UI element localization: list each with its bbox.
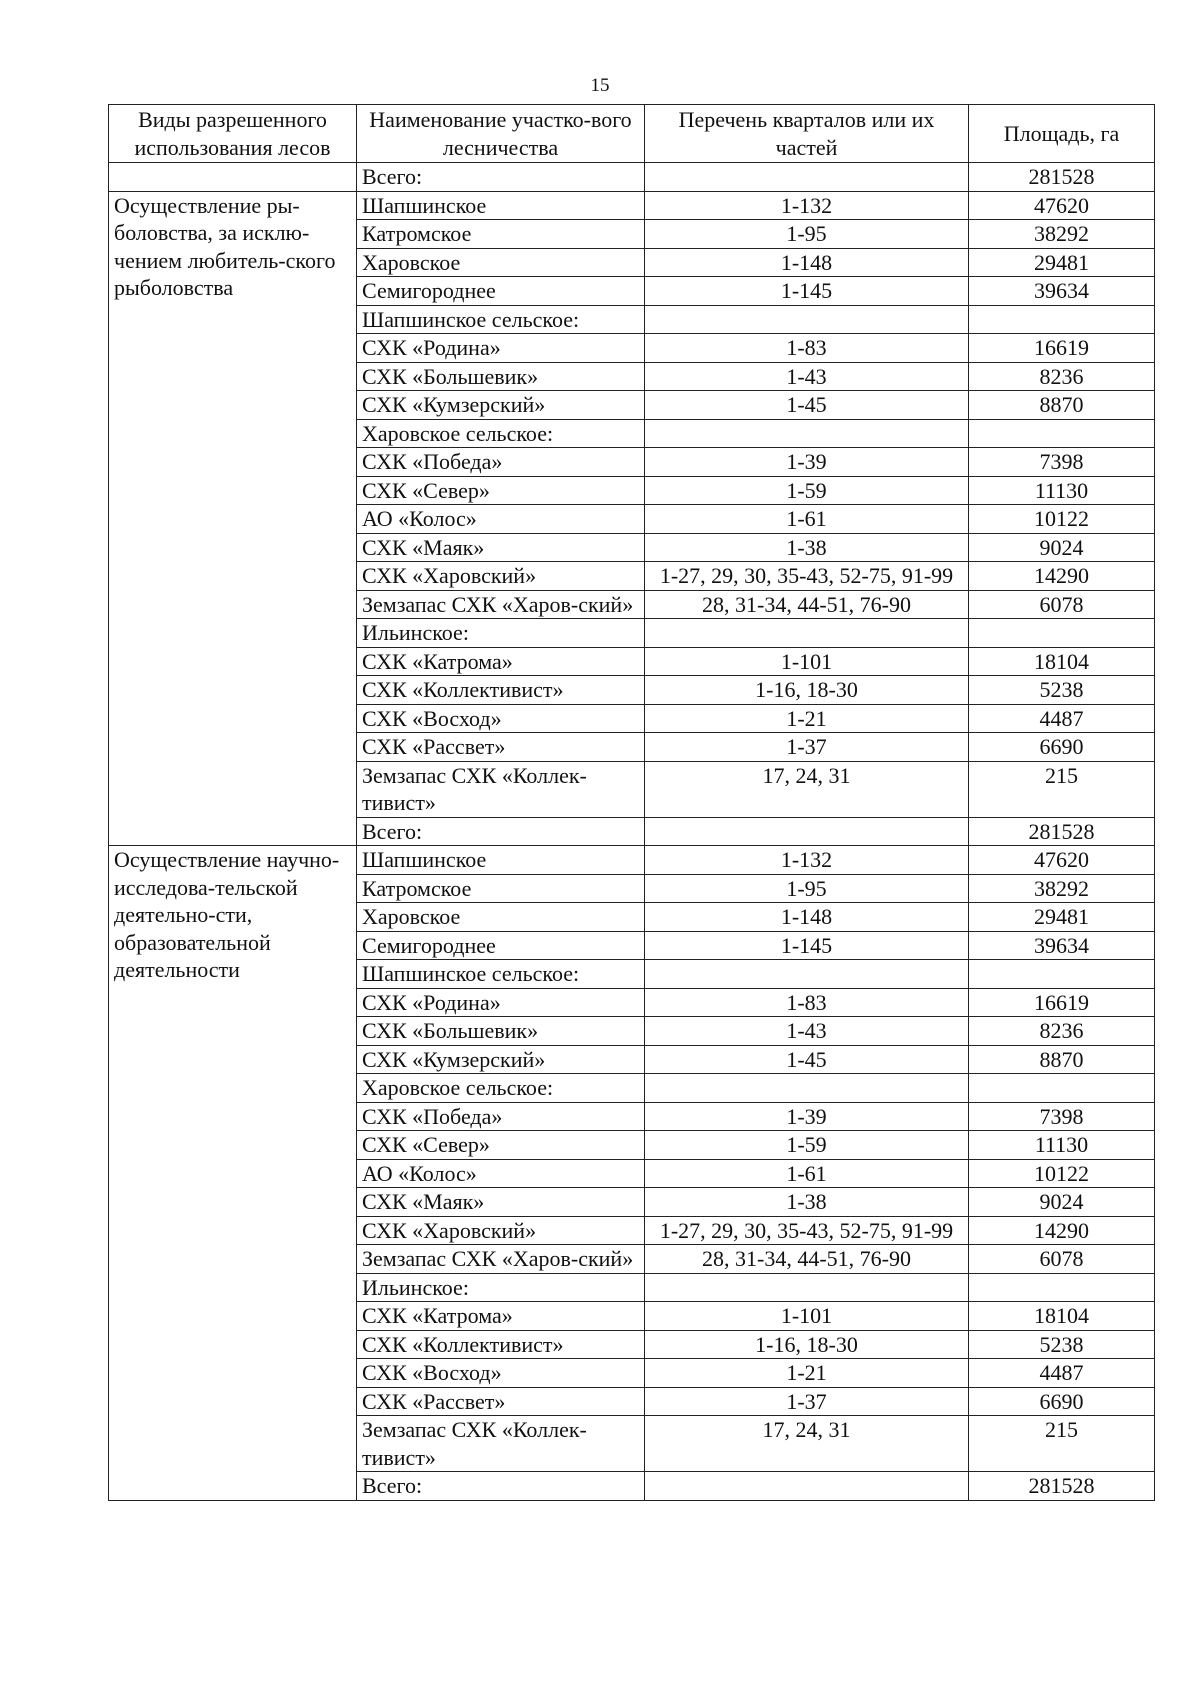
district-name-cell: Земзапас СХК «Коллек-тивист» xyxy=(357,1416,645,1472)
header-row xyxy=(109,105,1155,163)
district-name-cell: Всего: xyxy=(357,817,645,846)
district-name-cell: СХК «Харовский» xyxy=(357,562,645,591)
quarters-cell xyxy=(645,1472,969,1501)
district-name-cell: СХК «Кумзерский» xyxy=(357,1045,645,1074)
area-cell: 39634 xyxy=(969,931,1155,960)
district-name-cell: СХК «Кумзерский» xyxy=(357,391,645,420)
quarters-cell xyxy=(645,419,969,448)
quarters-cell: 1-132 xyxy=(645,191,969,220)
area-cell: 10122 xyxy=(969,505,1155,534)
area-cell: 11130 xyxy=(969,1131,1155,1160)
district-name-cell: Харовское сельское: xyxy=(357,419,645,448)
district-name-cell: СХК «Рассвет» xyxy=(357,1387,645,1416)
quarters-cell: 1-61 xyxy=(645,1159,969,1188)
district-name-cell: СХК «Маяк» xyxy=(357,533,645,562)
district-name-cell: СХК «Катрома» xyxy=(357,1302,645,1331)
area-cell: 215 xyxy=(969,1416,1155,1472)
area-cell: 7398 xyxy=(969,448,1155,477)
district-name-cell: СХК «Победа» xyxy=(357,1102,645,1131)
district-name-cell: Шапшинское xyxy=(357,846,645,875)
area-cell: 7398 xyxy=(969,1102,1155,1131)
area-cell: 14290 xyxy=(969,562,1155,591)
area-cell: 39634 xyxy=(969,277,1155,306)
quarters-cell: 1-83 xyxy=(645,334,969,363)
district-name-cell: Всего: xyxy=(357,1472,645,1501)
quarters-cell xyxy=(645,817,969,846)
top-total-label: Всего: xyxy=(357,163,645,192)
district-name-cell: СХК «Восход» xyxy=(357,704,645,733)
area-cell: 47620 xyxy=(969,191,1155,220)
header-quarters: Перечень кварталов или их частей xyxy=(645,105,969,163)
area-cell: 29481 xyxy=(969,248,1155,277)
quarters-cell: 1-21 xyxy=(645,704,969,733)
quarters-cell: 17, 24, 31 xyxy=(645,1416,969,1472)
district-name-cell: Катромское xyxy=(357,220,645,249)
area-cell: 47620 xyxy=(969,846,1155,875)
district-name-cell: СХК «Харовский» xyxy=(357,1216,645,1245)
quarters-cell: 1-83 xyxy=(645,988,969,1017)
area-cell: 9024 xyxy=(969,1188,1155,1217)
district-name-cell: СХК «Восход» xyxy=(357,1359,645,1388)
quarters-cell: 1-59 xyxy=(645,476,969,505)
use-type-cell: Осуществление ры-боловства, за исклю-чением любитель-ского рыболовства xyxy=(109,191,357,846)
quarters-cell: 1-95 xyxy=(645,874,969,903)
area-cell: 8236 xyxy=(969,362,1155,391)
quarters-cell: 1-95 xyxy=(645,220,969,249)
district-name-cell: Земзапас СХК «Харов-ский» xyxy=(357,1245,645,1274)
quarters-cell: 1-21 xyxy=(645,1359,969,1388)
quarters-cell xyxy=(645,960,969,989)
table-row xyxy=(109,846,1155,875)
district-name-cell: Земзапас СХК «Коллек-тивист» xyxy=(357,761,645,817)
quarters-cell: 17, 24, 31 xyxy=(645,761,969,817)
area-cell: 16619 xyxy=(969,988,1155,1017)
district-name-cell: Харовское xyxy=(357,903,645,932)
district-name-cell: АО «Колос» xyxy=(357,505,645,534)
quarters-cell xyxy=(645,305,969,334)
quarters-cell: 1-39 xyxy=(645,1102,969,1131)
use-type-cell: Осуществление научно-исследова-тельской деятельно-сти, образовательной деятельности xyxy=(109,846,357,1501)
area-cell: 18104 xyxy=(969,647,1155,676)
table-row xyxy=(109,191,1155,220)
quarters-cell: 1-43 xyxy=(645,1017,969,1046)
area-cell xyxy=(969,419,1155,448)
area-cell: 6078 xyxy=(969,1245,1155,1274)
district-name-cell: СХК «Победа» xyxy=(357,448,645,477)
quarters-cell xyxy=(645,619,969,648)
top-total-area: 281528 xyxy=(969,163,1155,192)
quarters-cell: 1-148 xyxy=(645,903,969,932)
district-name-cell: Семигороднее xyxy=(357,277,645,306)
area-cell: 38292 xyxy=(969,220,1155,249)
quarters-cell: 1-38 xyxy=(645,533,969,562)
area-cell: 18104 xyxy=(969,1302,1155,1331)
district-name-cell: Ильинское: xyxy=(357,619,645,648)
district-name-cell: АО «Колос» xyxy=(357,1159,645,1188)
area-cell: 4487 xyxy=(969,704,1155,733)
quarters-cell: 1-37 xyxy=(645,733,969,762)
area-cell: 8236 xyxy=(969,1017,1155,1046)
area-cell xyxy=(969,960,1155,989)
district-name-cell: СХК «Север» xyxy=(357,1131,645,1160)
quarters-cell: 1-132 xyxy=(645,846,969,875)
page-number: 15 xyxy=(590,75,610,96)
district-name-cell: СХК «Родина» xyxy=(357,988,645,1017)
quarters-cell: 1-27, 29, 30, 35-43, 52-75, 91-99 xyxy=(645,562,969,591)
area-cell: 9024 xyxy=(969,533,1155,562)
quarters-cell: 1-145 xyxy=(645,931,969,960)
district-name-cell: СХК «Большевик» xyxy=(357,362,645,391)
quarters-cell: 1-38 xyxy=(645,1188,969,1217)
area-cell: 6690 xyxy=(969,733,1155,762)
area-cell: 38292 xyxy=(969,874,1155,903)
area-cell: 11130 xyxy=(969,476,1155,505)
district-name-cell: СХК «Катрома» xyxy=(357,647,645,676)
area-cell: 8870 xyxy=(969,1045,1155,1074)
quarters-cell: 1-101 xyxy=(645,1302,969,1331)
district-name-cell: Шапшинское xyxy=(357,191,645,220)
district-name-cell: СХК «Север» xyxy=(357,476,645,505)
district-name-cell: СХК «Большевик» xyxy=(357,1017,645,1046)
area-cell: 5238 xyxy=(969,676,1155,705)
quarters-cell: 1-101 xyxy=(645,647,969,676)
quarters-cell: 1-59 xyxy=(645,1131,969,1160)
area-cell: 14290 xyxy=(969,1216,1155,1245)
quarters-cell: 1-37 xyxy=(645,1387,969,1416)
quarters-cell: 1-43 xyxy=(645,362,969,391)
area-cell: 16619 xyxy=(969,334,1155,363)
district-name-cell: Шапшинское сельское: xyxy=(357,305,645,334)
area-cell: 6078 xyxy=(969,590,1155,619)
area-cell xyxy=(969,619,1155,648)
district-name-cell: СХК «Рассвет» xyxy=(357,733,645,762)
district-name-cell: СХК «Родина» xyxy=(357,334,645,363)
quarters-cell: 28, 31-34, 44-51, 76-90 xyxy=(645,1245,969,1274)
district-name-cell: СХК «Коллективист» xyxy=(357,1330,645,1359)
district-name-cell: СХК «Маяк» xyxy=(357,1188,645,1217)
quarters-cell: 1-61 xyxy=(645,505,969,534)
quarters-cell: 28, 31-34, 44-51, 76-90 xyxy=(645,590,969,619)
area-cell: 6690 xyxy=(969,1387,1155,1416)
area-cell: 4487 xyxy=(969,1359,1155,1388)
district-name-cell: Катромское xyxy=(357,874,645,903)
forest-use-table xyxy=(108,104,1155,1501)
area-cell xyxy=(969,1273,1155,1302)
quarters-cell: 1-16, 18-30 xyxy=(645,676,969,705)
district-name-cell: СХК «Коллективист» xyxy=(357,676,645,705)
district-name-cell: Шапшинское сельское: xyxy=(357,960,645,989)
quarters-cell xyxy=(645,1273,969,1302)
area-cell: 8870 xyxy=(969,391,1155,420)
district-name-cell: Харовское xyxy=(357,248,645,277)
quarters-cell: 1-27, 29, 30, 35-43, 52-75, 91-99 xyxy=(645,1216,969,1245)
quarters-cell: 1-16, 18-30 xyxy=(645,1330,969,1359)
area-cell: 5238 xyxy=(969,1330,1155,1359)
area-cell: 10122 xyxy=(969,1159,1155,1188)
top-total-row xyxy=(109,163,1155,192)
area-cell: 281528 xyxy=(969,1472,1155,1501)
quarters-cell: 1-148 xyxy=(645,248,969,277)
top-total-empty xyxy=(109,163,357,192)
area-cell: 281528 xyxy=(969,817,1155,846)
quarters-cell: 1-145 xyxy=(645,277,969,306)
header-use-type: Виды разрешенного использования лесов xyxy=(109,105,357,163)
quarters-cell: 1-45 xyxy=(645,391,969,420)
district-name-cell: Харовское сельское: xyxy=(357,1074,645,1103)
quarters-cell: 1-45 xyxy=(645,1045,969,1074)
quarters-cell xyxy=(645,1074,969,1103)
area-cell: 29481 xyxy=(969,903,1155,932)
area-cell: 215 xyxy=(969,761,1155,817)
top-total-quarters xyxy=(645,163,969,192)
header-district: Наименование участко-вого лесничества xyxy=(357,105,645,163)
area-cell xyxy=(969,1074,1155,1103)
table-body xyxy=(109,163,1155,1501)
district-name-cell: Ильинское: xyxy=(357,1273,645,1302)
area-cell xyxy=(969,305,1155,334)
quarters-cell: 1-39 xyxy=(645,448,969,477)
header-area: Площадь, га xyxy=(969,105,1155,163)
district-name-cell: Семигороднее xyxy=(357,931,645,960)
district-name-cell: Земзапас СХК «Харов-ский» xyxy=(357,590,645,619)
